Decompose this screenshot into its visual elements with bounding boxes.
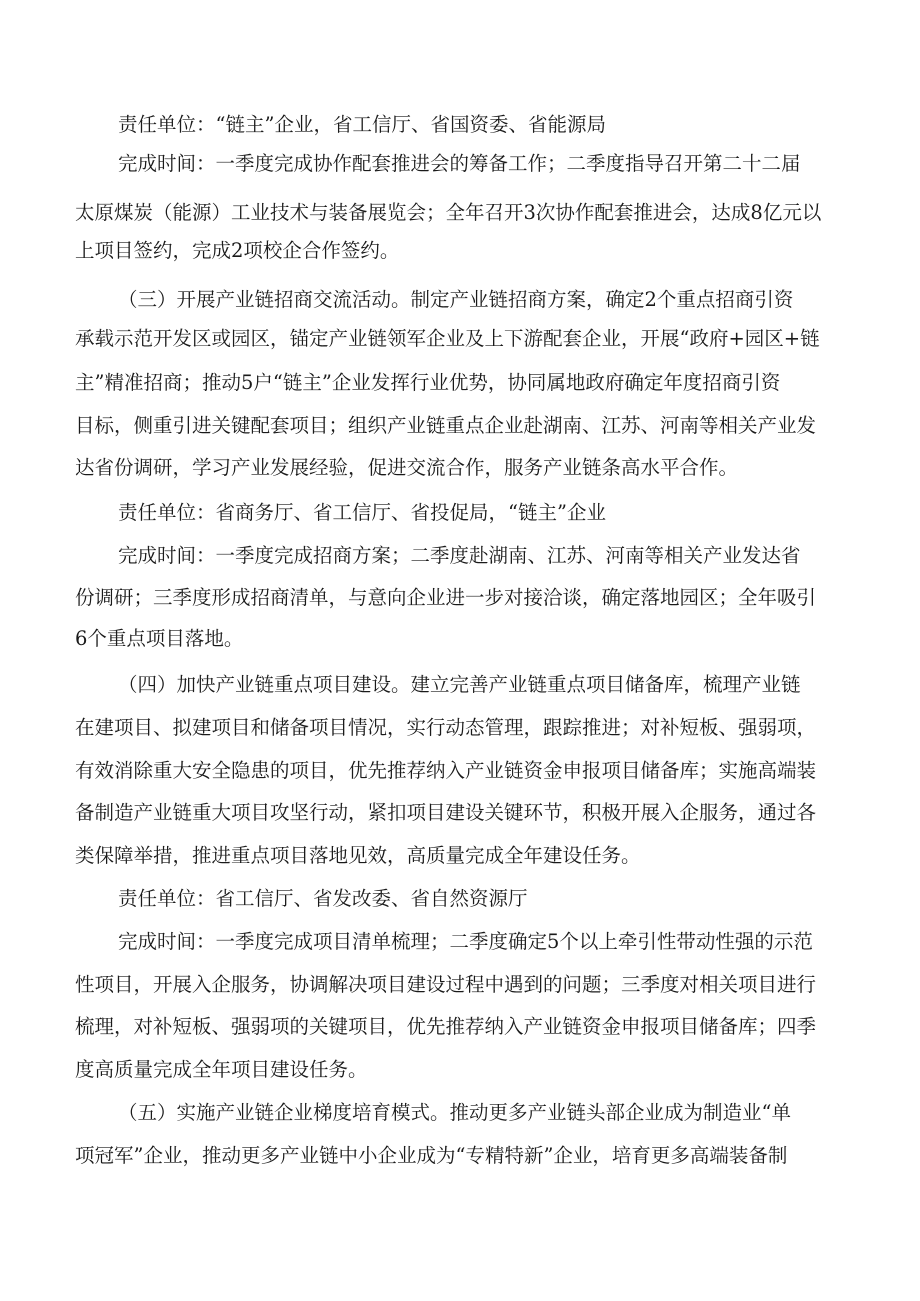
line-text: 在建项目、拟建项目和储备项目情况，实行动态管理，跟踪推进；对补短板、强弱项， bbox=[75, 716, 817, 739]
line-text: 项冠军”企业，推动更多产业链中小企业成为“专精特新”企业，培育更多高端装备制 bbox=[75, 1144, 788, 1167]
line-text: 太原煤炭（能源）工业技术与装备展览会；全年召开3次协作配套推进会，达成8亿元以 bbox=[75, 201, 822, 224]
paragraph-line bbox=[0, 1007, 920, 1047]
paragraph-line bbox=[0, 836, 920, 876]
line-text: 6个重点项目落地。 bbox=[75, 627, 244, 650]
paragraph-line bbox=[0, 751, 920, 791]
section-heading-line bbox=[0, 1093, 920, 1133]
paragraph-line bbox=[0, 493, 920, 533]
line-text: 责任单位：省工信厅、省发改委、省自然资源厅 bbox=[118, 887, 528, 910]
line-text: 责任单位：省商务厅、省工信厅、省投促局，“链主”企业 bbox=[118, 501, 606, 524]
paragraph-line bbox=[0, 578, 920, 618]
paragraph-line bbox=[0, 406, 920, 446]
section-heading-line bbox=[0, 280, 920, 320]
line-text: 主”精准招商；推动5户“链主”企业发挥行业优势，协同属地政府确定年度招商引资 bbox=[75, 371, 781, 394]
paragraph-line bbox=[0, 319, 920, 359]
paragraph-line bbox=[0, 619, 920, 659]
line-text: 性项目，开展入企服务，协调解决项目建设过程中遇到的问题；三季度对相关项目进行 bbox=[75, 973, 817, 996]
paragraph-line bbox=[0, 1050, 920, 1090]
line-text: 责任单位：“链主”企业，省工信厅、省国资委、省能源局 bbox=[118, 113, 606, 136]
line-text: 完成时间：一季度完成协作配套推进会的筹备工作；二季度指导召开第二十二届 bbox=[118, 152, 801, 175]
line-text: 度高质量完成全年项目建设任务。 bbox=[75, 1058, 368, 1081]
line-text: 梳理，对补短板、强弱项的关键项目，优先推荐纳入产业链资金申报项目储备库；四季 bbox=[75, 1015, 817, 1038]
paragraph-line bbox=[0, 193, 920, 233]
paragraph-line bbox=[0, 448, 920, 488]
line-text: 完成时间：一季度完成招商方案；二季度赴湖南、江苏、河南等相关产业发达省 bbox=[118, 544, 801, 567]
paragraph-line bbox=[0, 879, 920, 919]
line-text: 完成时间：一季度完成项目清单梳理；二季度确定5个以上牵引性带动性强的示范 bbox=[118, 930, 813, 953]
paragraph-line bbox=[0, 793, 920, 833]
line-text: 有效消除重大安全隐患的项目，优先推荐纳入产业链资金申报项目储备库；实施高端装 bbox=[75, 759, 817, 782]
paragraph-line bbox=[0, 363, 920, 403]
line-text: 份调研；三季度形成招商清单，与意向企业进一步对接洽谈，确定落地园区；全年吸引 bbox=[75, 586, 817, 609]
line-text: 上项目签约，完成2项校企合作签约。 bbox=[75, 239, 400, 262]
line-text: （四）加快产业链重点项目建设。建立完善产业链重点项目储备库，梳理产业链 bbox=[118, 673, 801, 696]
paragraph-line bbox=[0, 1136, 920, 1176]
paragraph-line bbox=[0, 231, 920, 271]
paragraph-line bbox=[0, 144, 920, 184]
line-text: 达省份调研，学习产业发展经验，促进交流合作，服务产业链条高水平合作。 bbox=[75, 456, 739, 479]
paragraph-line bbox=[0, 536, 920, 576]
line-text: 目标，侧重引进关键配套项目；组织产业链重点企业赴湖南、江苏、河南等相关产业发 bbox=[75, 414, 817, 437]
paragraph-line bbox=[0, 708, 920, 748]
section-heading-line bbox=[0, 665, 920, 705]
paragraph-line bbox=[0, 922, 920, 962]
line-text: 类保障举措，推进重点项目落地见效，高质量完成全年建设任务。 bbox=[75, 844, 641, 867]
line-text: （三）开展产业链招商交流活动。制定产业链招商方案，确定2个重点招商引资 bbox=[118, 288, 794, 311]
line-text: （五）实施产业链企业梯度培育模式。推动更多产业链头部企业成为制造业“单 bbox=[118, 1101, 791, 1124]
line-text: 承载示范开发区或园区，锚定产业链领军企业及上下游配套企业，开展“政府+园区+链 bbox=[75, 327, 820, 350]
paragraph-line bbox=[0, 965, 920, 1005]
paragraph-line bbox=[0, 105, 920, 145]
line-text: 备制造产业链重大项目攻坚行动，紧扣项目建设关键环节，积极开展入企服务，通过各 bbox=[75, 801, 817, 824]
